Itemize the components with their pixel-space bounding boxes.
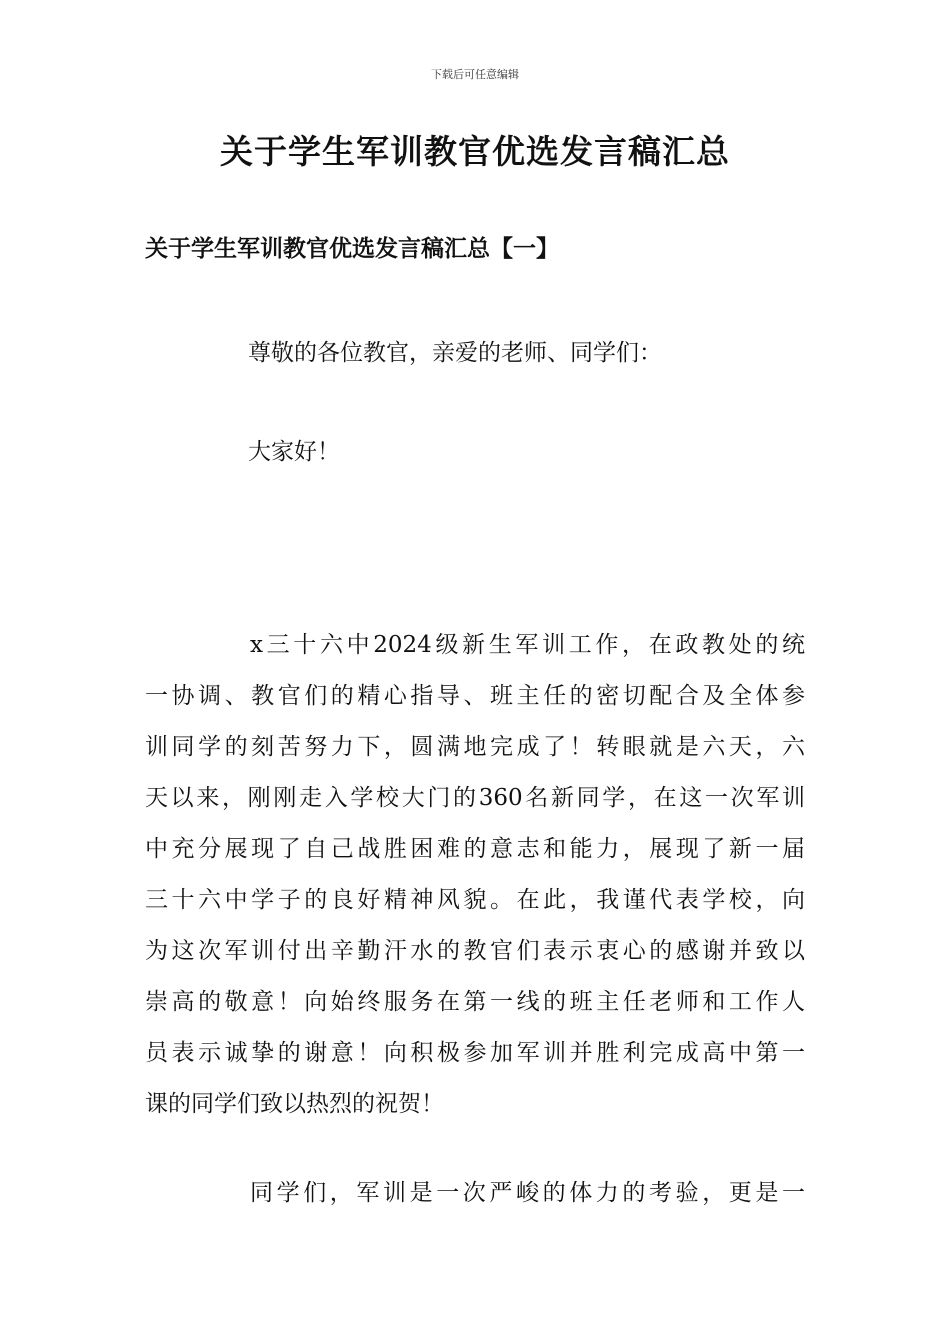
paragraph-line: 崇高的敬意！向始终服务在第一线的班主任老师和工作人	[145, 989, 805, 1015]
paragraph-1	[145, 630, 805, 1140]
header-note: 下载后可任意编辑	[431, 68, 519, 81]
section-heading: 关于学生军训教官优选发言稿汇总【一】	[145, 235, 559, 262]
paragraph-line: 天以来，刚刚走入学校大门的360名新同学，在这一次军训	[145, 785, 805, 811]
paragraph-line: x三十六中2024级新生军训工作，在政教处的统	[250, 632, 805, 658]
paragraph-line: 员表示诚挚的谢意！向积极参加军训并胜利完成高中第一	[145, 1040, 805, 1066]
paragraph-line: 中充分展现了自己战胜困难的意志和能力，展现了新一届	[145, 836, 805, 862]
paragraph-line: 训同学的刻苦努力下，圆满地完成了！转眼就是六天，六	[145, 734, 805, 760]
document-title: 关于学生军训教官优选发言稿汇总	[220, 132, 730, 171]
paragraph-line: 三十六中学子的良好精神风貌。在此，我谨代表学校，向	[145, 887, 805, 913]
greeting: 大家好！	[248, 439, 340, 465]
paragraph-line: 同学们，军训是一次严峻的体力的考验，更是一	[250, 1180, 805, 1206]
paragraph-line: 为这次军训付出辛勤汗水的教官们表示衷心的感谢并致以	[145, 938, 805, 964]
paragraph-line: 课的同学们致以热烈的祝贺！	[145, 1091, 444, 1117]
paragraph-2	[145, 1178, 805, 1229]
salutation: 尊敬的各位教官，亲爱的老师、同学们：	[248, 340, 662, 366]
paragraph-line: 一协调、教官们的精心指导、班主任的密切配合及全体参	[145, 683, 805, 709]
